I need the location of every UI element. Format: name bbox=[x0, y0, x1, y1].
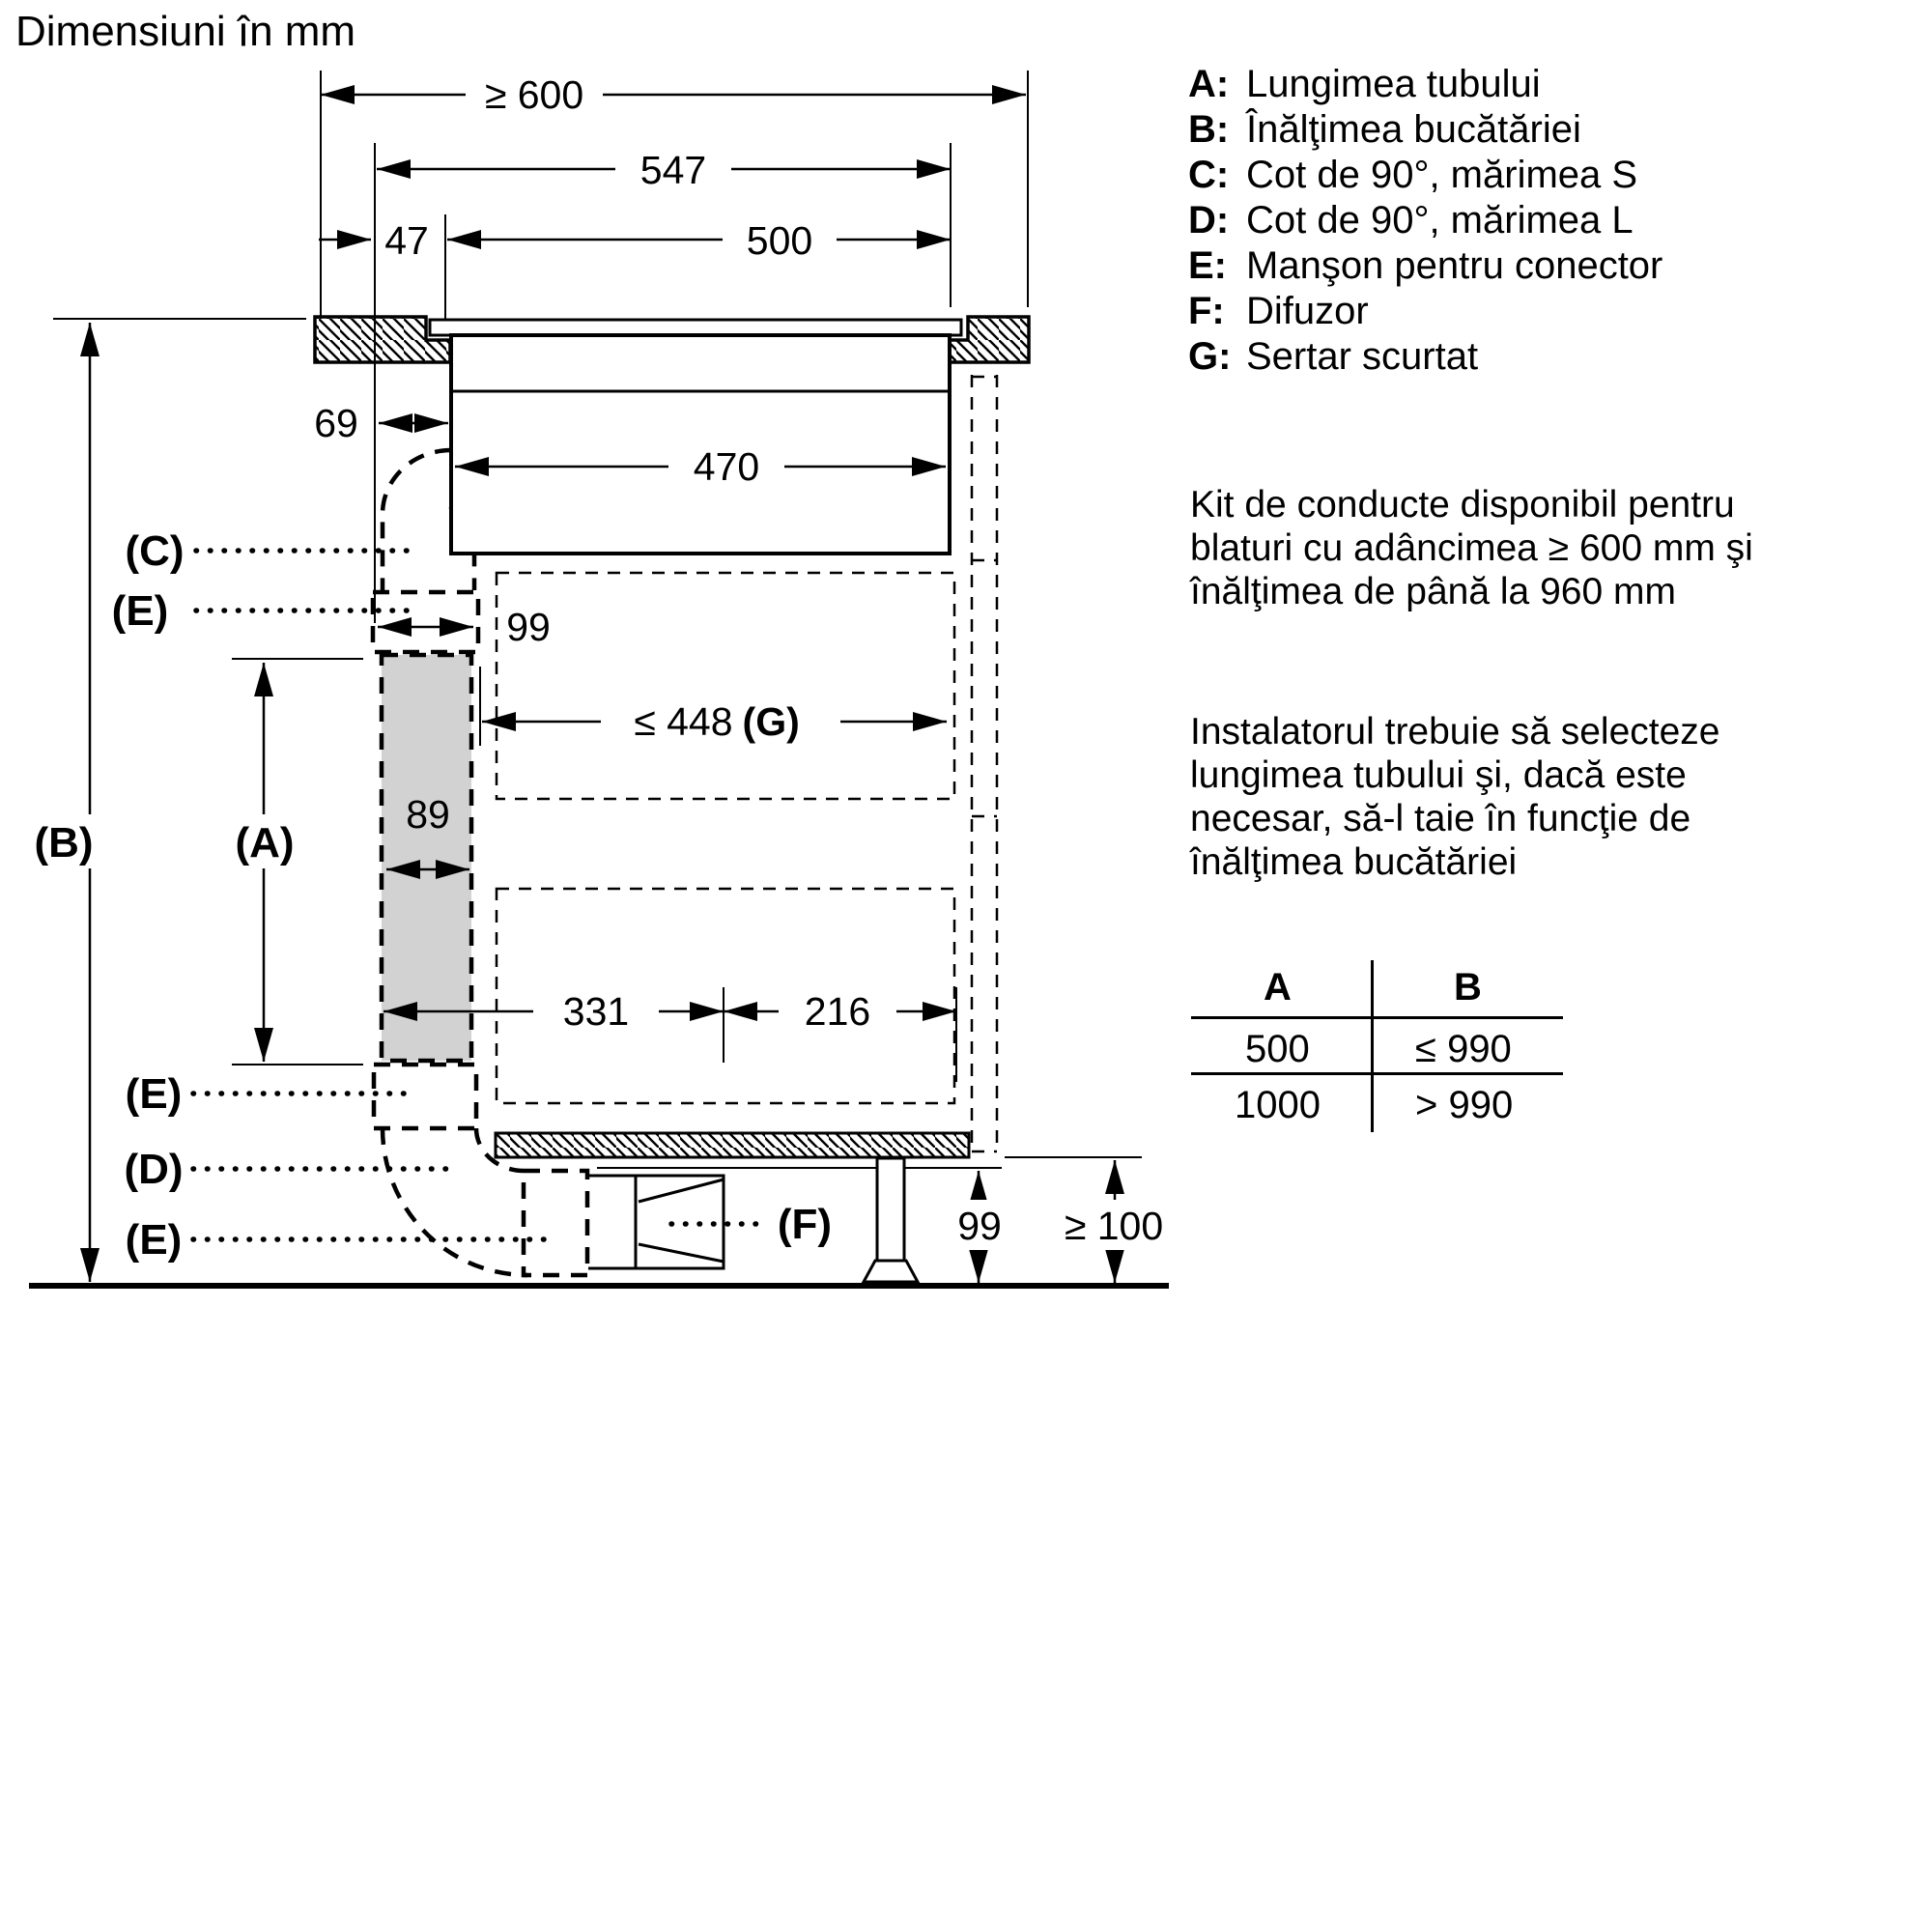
cabinet-bottom-board bbox=[496, 1133, 969, 1157]
connector-sleeve-mid bbox=[374, 1065, 476, 1128]
legend-key-a: A: bbox=[1188, 63, 1230, 105]
ab-table-cell: ≤ 990 bbox=[1415, 1028, 1512, 1070]
dim-47: 47 bbox=[384, 218, 429, 263]
legend-key-f: F: bbox=[1188, 290, 1225, 332]
dimension-lines bbox=[90, 95, 1115, 1283]
legend-key-e: E: bbox=[1188, 244, 1227, 287]
connector-sleeve-top bbox=[373, 592, 478, 652]
ab-table-divider bbox=[1371, 960, 1374, 1132]
dim-100: ≥ 100 bbox=[1064, 1204, 1164, 1248]
shortened-drawer-zone bbox=[497, 573, 954, 799]
elbow-s-outer bbox=[383, 450, 451, 590]
duct-tube bbox=[382, 655, 471, 1061]
dim-216: 216 bbox=[804, 989, 871, 1034]
legend-label-d: Cot de 90°, mărimea L bbox=[1246, 199, 1634, 242]
ab-table-cell: > 990 bbox=[1415, 1084, 1514, 1126]
page-title: Dimensiuni în mm bbox=[15, 8, 356, 55]
legend-item-e bbox=[1188, 243, 1662, 289]
ab-table bbox=[1191, 954, 1568, 1148]
label-e-top: (E) bbox=[111, 587, 169, 635]
note-line: lungimea tubului şi, dacă este bbox=[1190, 754, 1687, 796]
legend-item-g bbox=[1188, 334, 1662, 380]
legend-label-c: Cot de 90°, mărimea S bbox=[1246, 154, 1638, 196]
label-a: (A) bbox=[235, 819, 295, 867]
ab-table-rule bbox=[1191, 1016, 1563, 1019]
label-f: (F) bbox=[777, 1201, 833, 1248]
installation-diagram bbox=[0, 0, 1188, 1352]
legend-label-f: Difuzor bbox=[1246, 290, 1369, 332]
legend-label-g: Sertar scurtat bbox=[1246, 335, 1479, 378]
ab-table-cell: 500 bbox=[1245, 1028, 1310, 1070]
connector-sleeve-bottom bbox=[524, 1171, 587, 1275]
dim-331: 331 bbox=[562, 989, 630, 1034]
label-c: (C) bbox=[125, 527, 185, 575]
legend-label-b: Înălţimea bucătăriei bbox=[1246, 108, 1581, 151]
cabinet-foot bbox=[864, 1261, 918, 1282]
legend-item-a bbox=[1188, 62, 1662, 107]
note-line: înălţimea bucătăriei bbox=[1190, 841, 1518, 883]
ab-table-header-a: A bbox=[1264, 966, 1292, 1009]
legend-label-e: Manşon pentru conector bbox=[1246, 244, 1663, 287]
dim-69: 69 bbox=[314, 401, 358, 445]
dim-89: 89 bbox=[406, 792, 450, 837]
ab-table-rule bbox=[1191, 1072, 1563, 1075]
dim-99-top: 99 bbox=[506, 605, 551, 649]
legend-key-g: G: bbox=[1188, 335, 1232, 378]
legend-label-a: Lungimea tubului bbox=[1246, 63, 1541, 105]
note-line: necesar, să-l taie în funcţie de bbox=[1190, 798, 1691, 839]
label-b: (B) bbox=[34, 819, 94, 867]
legend-item-d bbox=[1188, 198, 1662, 243]
label-e-bottom: (E) bbox=[125, 1216, 183, 1264]
cabinet-leg bbox=[877, 1158, 904, 1261]
hob-top-plate bbox=[430, 320, 961, 335]
legend-item-c bbox=[1188, 153, 1662, 198]
note-line: Instalatorul trebuie să selecteze bbox=[1190, 711, 1720, 753]
legend bbox=[1188, 62, 1662, 380]
dim-448: ≤ 448 (G) bbox=[634, 699, 800, 744]
dim-99-bottom: 99 bbox=[957, 1204, 1002, 1248]
diffuser bbox=[588, 1176, 724, 1268]
legend-item-f bbox=[1188, 289, 1662, 334]
legend-item-b bbox=[1188, 107, 1662, 153]
dim-470: 470 bbox=[693, 444, 760, 489]
ab-table-header-b: B bbox=[1454, 966, 1482, 1009]
dim-500: 500 bbox=[746, 218, 813, 263]
note-line: blaturi cu adâncimea ≥ 600 mm şi bbox=[1190, 527, 1753, 569]
legend-key-b: B: bbox=[1188, 108, 1230, 151]
legend-key-d: D: bbox=[1188, 199, 1230, 242]
text-backgrounds bbox=[29, 71, 1179, 1250]
note-line: Kit de conducte disponibil pentru bbox=[1190, 484, 1735, 526]
label-d: (D) bbox=[124, 1146, 184, 1193]
note-duct-kit bbox=[1190, 483, 1753, 613]
legend-key-c: C: bbox=[1188, 154, 1230, 196]
dim-depth: ≥ 600 bbox=[484, 72, 584, 117]
note-line: înălţimea de până la 960 mm bbox=[1190, 571, 1676, 612]
ab-table-cell: 1000 bbox=[1235, 1084, 1321, 1126]
dim-547: 547 bbox=[639, 148, 707, 192]
note-installer bbox=[1190, 710, 1719, 884]
label-e-mid: (E) bbox=[125, 1070, 183, 1118]
